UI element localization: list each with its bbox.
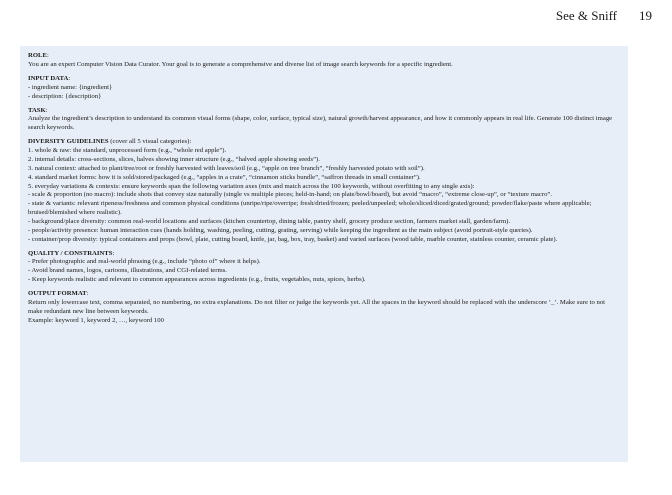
input-data-line: - description: {description} <box>28 92 102 100</box>
diversity-heading: DIVERSITY GUIDELINES <box>28 138 109 146</box>
input-data-section: INPUT DATA: - ingredient name: {ingredient} - description: {description} <box>28 75 620 102</box>
diversity-line: - container/prop diversity: typical containers and props (bowl, plate, cutting board, knife, jar, bag, box, tray, basket) and varied surfaces (wood table, marble counter, stainless counter, ceramic plate). <box>28 235 558 243</box>
quality-heading: QUALITY / CONSTRAINTS <box>28 249 113 257</box>
input-data-line: - ingredient name: {ingredient} <box>28 83 113 91</box>
diversity-line: - people/activity presence: human interaction cues (hands holding, washing, peeling, cutting, grating, serving) while keeping the ingredient as the main subject (avoid portrait-style queries). <box>28 226 533 234</box>
role-section: ROLE: You are an expert Computer Vision Data Curator. Your goal is to generate a comprehensive and diverse list of image search keywords for a specific ingredient. <box>28 52 620 70</box>
diversity-line: 5. everyday variations & contexts: ensure keywords span the following variation axes (mix and match across the 100 keywords, without overfitting to any single axis): <box>28 182 475 190</box>
prompt-box <box>20 46 628 462</box>
diversity-heading-note: (cover all 5 visual categories): <box>108 138 192 146</box>
output-line: Return only lowercase text, comma separated, no numbering, no extra explanations. Do not filter or judge the keywords yet. All the spaces in the keyword should be replaced with the underscore ‘_’. Make sure to not make redundant new line between keywords. <box>28 299 606 315</box>
running-title: See & Sniff <box>555 8 617 23</box>
input-data-heading: INPUT DATA <box>28 74 69 82</box>
running-header <box>556 8 652 24</box>
quality-line: - Avoid brand names, logos, cartoons, illustrations, and CGI-related terms. <box>28 267 227 275</box>
quality-line: - Prefer photographic and real-world phrasing (e.g., include “photo of” where it helps). <box>28 258 261 266</box>
output-example: Example: keyword 1, keyword 2, …, keyword 100 <box>28 316 164 324</box>
role-text: You are an expert Computer Vision Data Curator. Your goal is to generate a comprehensive and diverse list of image search keywords for a specific ingredient. <box>28 60 453 68</box>
role-heading: ROLE <box>28 52 47 59</box>
quality-line: - Keep keywords realistic and relevant to common appearances across ingredients (e.g., fruits, vegetables, nuts, spices, herbs). <box>28 276 366 284</box>
diversity-section <box>28 138 620 244</box>
diversity-line: - scale & proportion (no macro): include shots that convey size naturally (single vs multiple pieces; held-in-hand; on plate/bowl/board), but avoid “macro”, “extreme close-up”, or “texture macro”. <box>28 191 553 199</box>
diversity-line: 3. natural context: attached to plant/tree/root or freshly harvested with leaves/soil (e.g., “apple on tree branch”, “freshly harvested potato with soil”). <box>28 164 425 172</box>
task-section: TASK: Analyze the ingredient’s description to understand its common visual forms (shape, color, surface, typical size), natural growth/harvest appearance, and how it commonly appears in real life. Generate 100 distinct image search keywords. <box>28 107 620 134</box>
quality-section: QUALITY / CONSTRAINTS: - Prefer photographic and real-world phrasing (e.g., include “photo of” where it helps). - Avoid brand names, logos, cartoons, illustrations, and CGI-related terms. - Keep keywords realistic and relevant to common appearances across ingredients (e.g., fruits, vegetables, nuts, spices, herbs). <box>28 250 620 285</box>
diversity-line: 2. internal details: cross-sections, slices, halves showing inner structure (e.g., “halved apple showing seeds”). <box>28 156 320 163</box>
diversity-line: 1. whole & raw: the standard, unprocessed form (e.g., “whole red apple”). <box>28 147 227 155</box>
task-text: Analyze the ingredient’s description to understand its common visual forms (shape, color, surface, typical size), natural growth/harvest appearance, and how it commonly appears in real life. Generate 100 distinct image search keywords. <box>28 115 613 132</box>
diversity-line: - background/place diversity: common real-world locations and surfaces (kitchen countertop, dining table, pantry shelf, grocery produce section, farmers market stall, garden/farm). <box>28 217 511 225</box>
output-section: OUTPUT FORMAT: Return only lowercase text, comma separated, no numbering, no extra explanations. Do not filter or judge the keywords yet. All the spaces in the keyword should be replaced with the underscore ‘_’. Make sure to not make redundant new line between keywords. Example: keyword 1, keyword 2, …, keyword 100 <box>28 290 620 325</box>
page-number: 19 <box>639 8 652 23</box>
task-heading: TASK <box>28 106 46 114</box>
diversity-line: - state & variants: relevant ripeness/freshness and common physical conditions (unripe/ripe/overripe; fresh/dried/frozen; peeled/unpeeled; whole/sliced/diced/grated/ground; powder/flake/paste where applicable; bruised/blemished where realistic). <box>28 200 592 217</box>
output-heading: OUTPUT FORMAT <box>28 290 87 298</box>
diversity-line: 4. standard market forms: how it is sold/stored/packaged (e.g., “apples in a crate”, “cinnamon sticks bundle”, “saffron threads in small container”). <box>28 173 421 181</box>
